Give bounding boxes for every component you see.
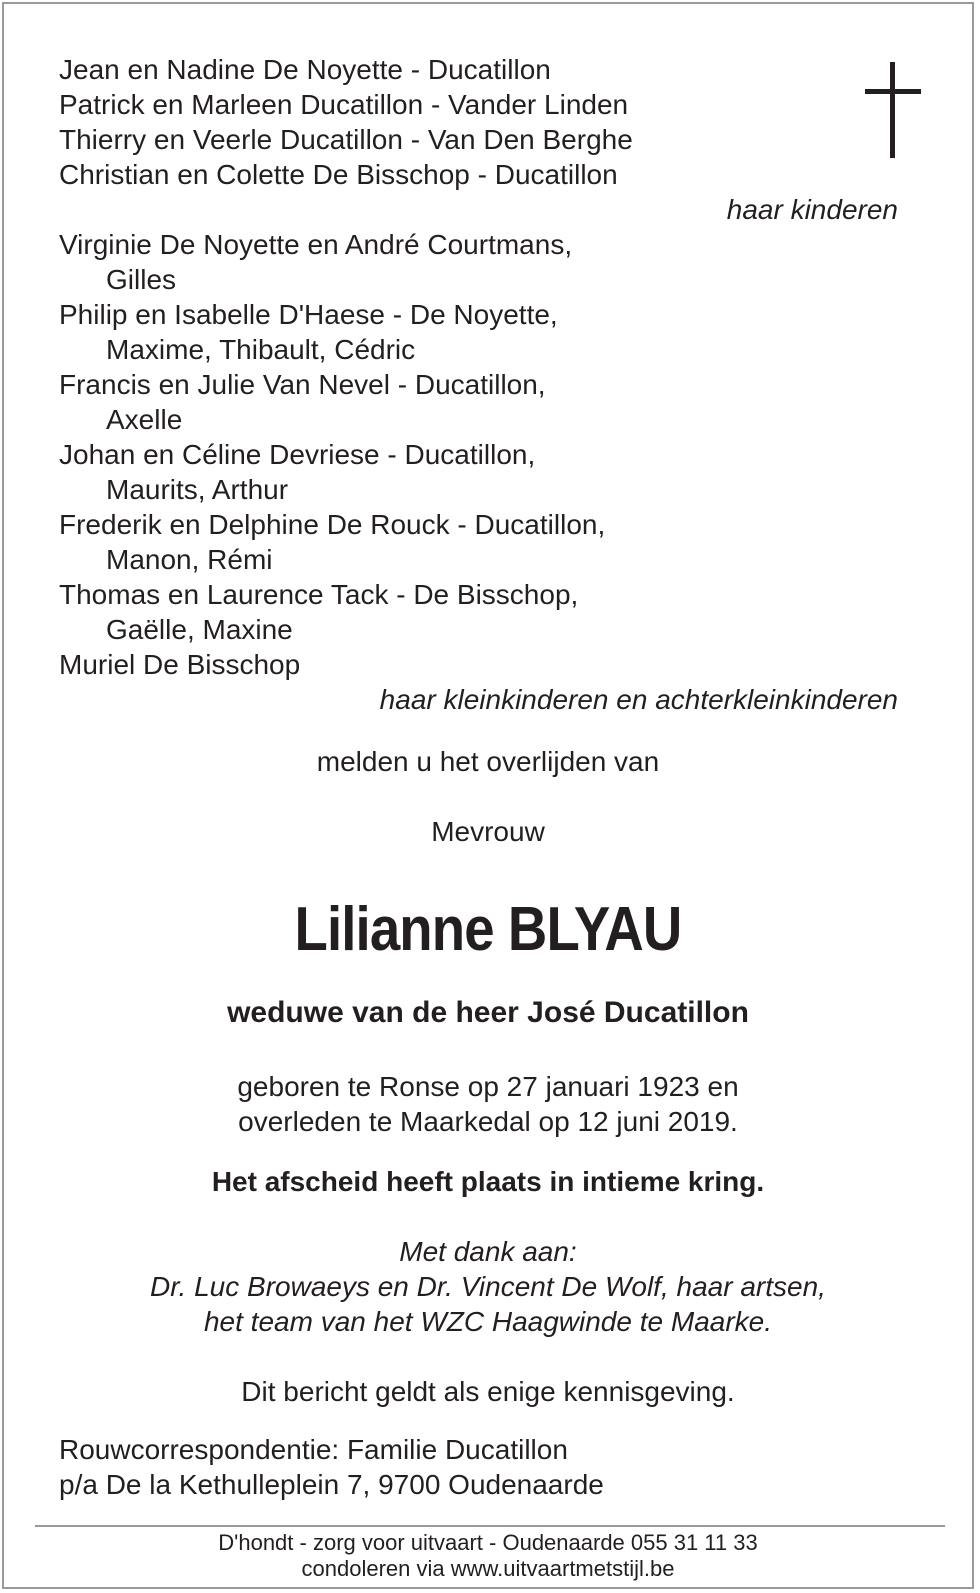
thanks-line: Dr. Luc Browaeys en Dr. Vincent De Wolf, haar artsen, [150, 1271, 826, 1302]
grandchild-family: Francis en Julie Van Nevel - Ducatillon, [59, 369, 546, 400]
deceased-name: Lilianne BLYAU [294, 895, 682, 964]
grandchild-kids: Gaëlle, Maxine [106, 614, 293, 645]
grandchildren-label: haar kleinkinderen en achterkleinkinderen [379, 684, 898, 715]
grandchild-family: Frederik en Delphine De Rouck - Ducatillon, [59, 509, 606, 540]
cross-icon [865, 62, 921, 158]
grandchild-family: Philip en Isabelle D'Haese - De Noyette, [59, 299, 558, 330]
birth-line: geboren te Ronse op 27 januari 1923 en [237, 1071, 739, 1102]
grandchild-family: Muriel De Bisschop [59, 649, 301, 680]
children-label: haar kinderen [726, 194, 898, 225]
grandchild-kids: Maurits, Arthur [106, 474, 289, 505]
notice-text: Dit bericht geldt als enige kennisgeving. [241, 1376, 735, 1407]
child-line: Patrick en Marleen Ducatillon - Vander Linden [59, 89, 629, 120]
grandchild-kids: Manon, Rémi [106, 544, 273, 575]
correspondence-address: p/a De la Kethulleplein 7, 9700 Oudenaarde [59, 1469, 604, 1500]
grandchild-family: Thomas en Laurence Tack - De Bisschop, [59, 579, 579, 610]
child-line: Jean en Nadine De Noyette - Ducatillon [59, 54, 551, 85]
grandchild-family: Virginie De Noyette en André Courtmans, [59, 229, 573, 260]
grandchild-kids: Axelle [106, 404, 183, 435]
funeral-home-line: D'hondt - zorg voor uitvaart - Oudenaarde 055 31 11 33 [218, 1530, 758, 1555]
thanks-heading: Met dank aan: [399, 1236, 577, 1267]
grandchild-kids: Maxime, Thibault, Cédric [106, 334, 416, 365]
thanks-line: het team van het WZC Haagwinde te Maarke. [203, 1306, 773, 1337]
announcement-text: melden u het overlijden van [316, 746, 660, 777]
correspondence-line: Rouwcorrespondentie: Familie Ducatillon [59, 1434, 568, 1465]
footer-divider [35, 1525, 945, 1527]
condolence-link[interactable]: condoleren via www.uitvaartmetstijl.be [301, 1556, 675, 1581]
widow-of: weduwe van de heer José Ducatillon [227, 996, 749, 1029]
child-line: Christian en Colette De Bisschop - Ducatillon [59, 159, 618, 190]
grandchild-family: Johan en Céline Devriese - Ducatillon, [59, 439, 536, 470]
death-line: overleden te Maarkedal op 12 juni 2019. [238, 1106, 738, 1137]
child-line: Thierry en Veerle Ducatillon - Van Den Berghe [59, 124, 633, 155]
farewell-text: Het afscheid heeft plaats in intieme kring. [211, 1166, 765, 1197]
salutation: Mevrouw [431, 816, 545, 847]
grandchild-kids: Gilles [106, 264, 177, 295]
